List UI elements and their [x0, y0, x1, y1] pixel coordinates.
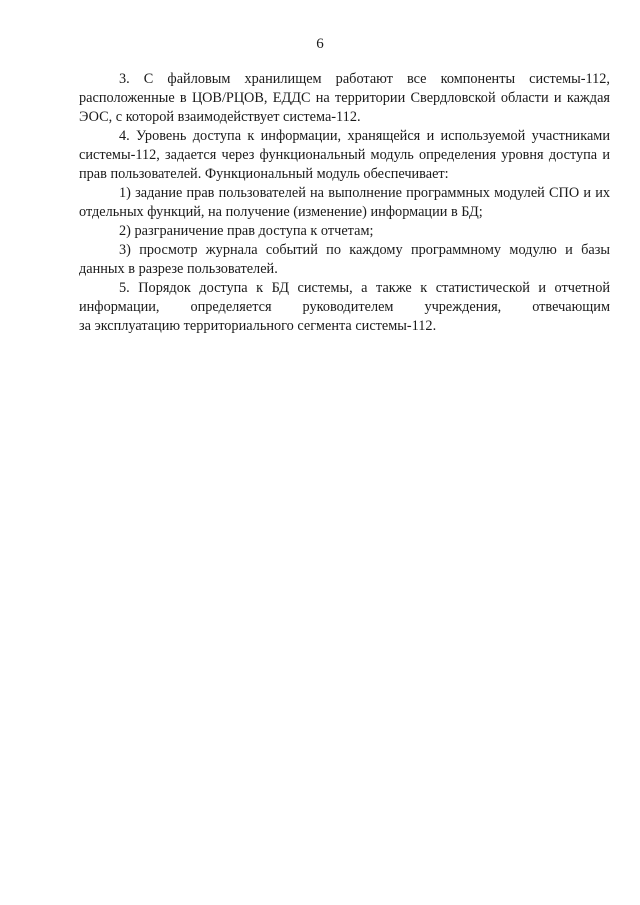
list-item-1: 1) задание прав пользователей на выполнение программных модулей СПО и их отдельных функций, на получение (изменение) информации в БД;	[79, 185, 610, 220]
paragraph-item-4: 4. Уровень доступа к информации, хранящейся и используемой участниками системы-112, задается через функциональный модуль определения уровня доступа и прав пользователей. Функциональный модуль обеспечивает:	[79, 128, 610, 182]
paragraph-item-5: 5. Порядок доступа к БД системы, а также к статистической и отчетной информации, определяется руководителем учреждения, отвечающим	[79, 280, 610, 315]
page-number: 6	[316, 36, 324, 52]
document-body	[79, 70, 610, 336]
paragraph-item-3: 3. С файловым хранилищем работают все компоненты системы-112, расположенные в ЦОВ/РЦОВ, ЕДДС на территории Свердловской области и каждая ЭОС, с которой взаимодействует система-112.	[79, 71, 610, 125]
list-item-2: 2) разграничение прав доступа к отчетам;	[119, 223, 374, 239]
list-item-3: 3) просмотр журнала событий по каждому программному модулю и базы данных в разрезе пользователей.	[79, 242, 610, 277]
paragraph-item-5-continuation: за эксплуатацию территориального сегмента системы-112.	[79, 318, 437, 334]
